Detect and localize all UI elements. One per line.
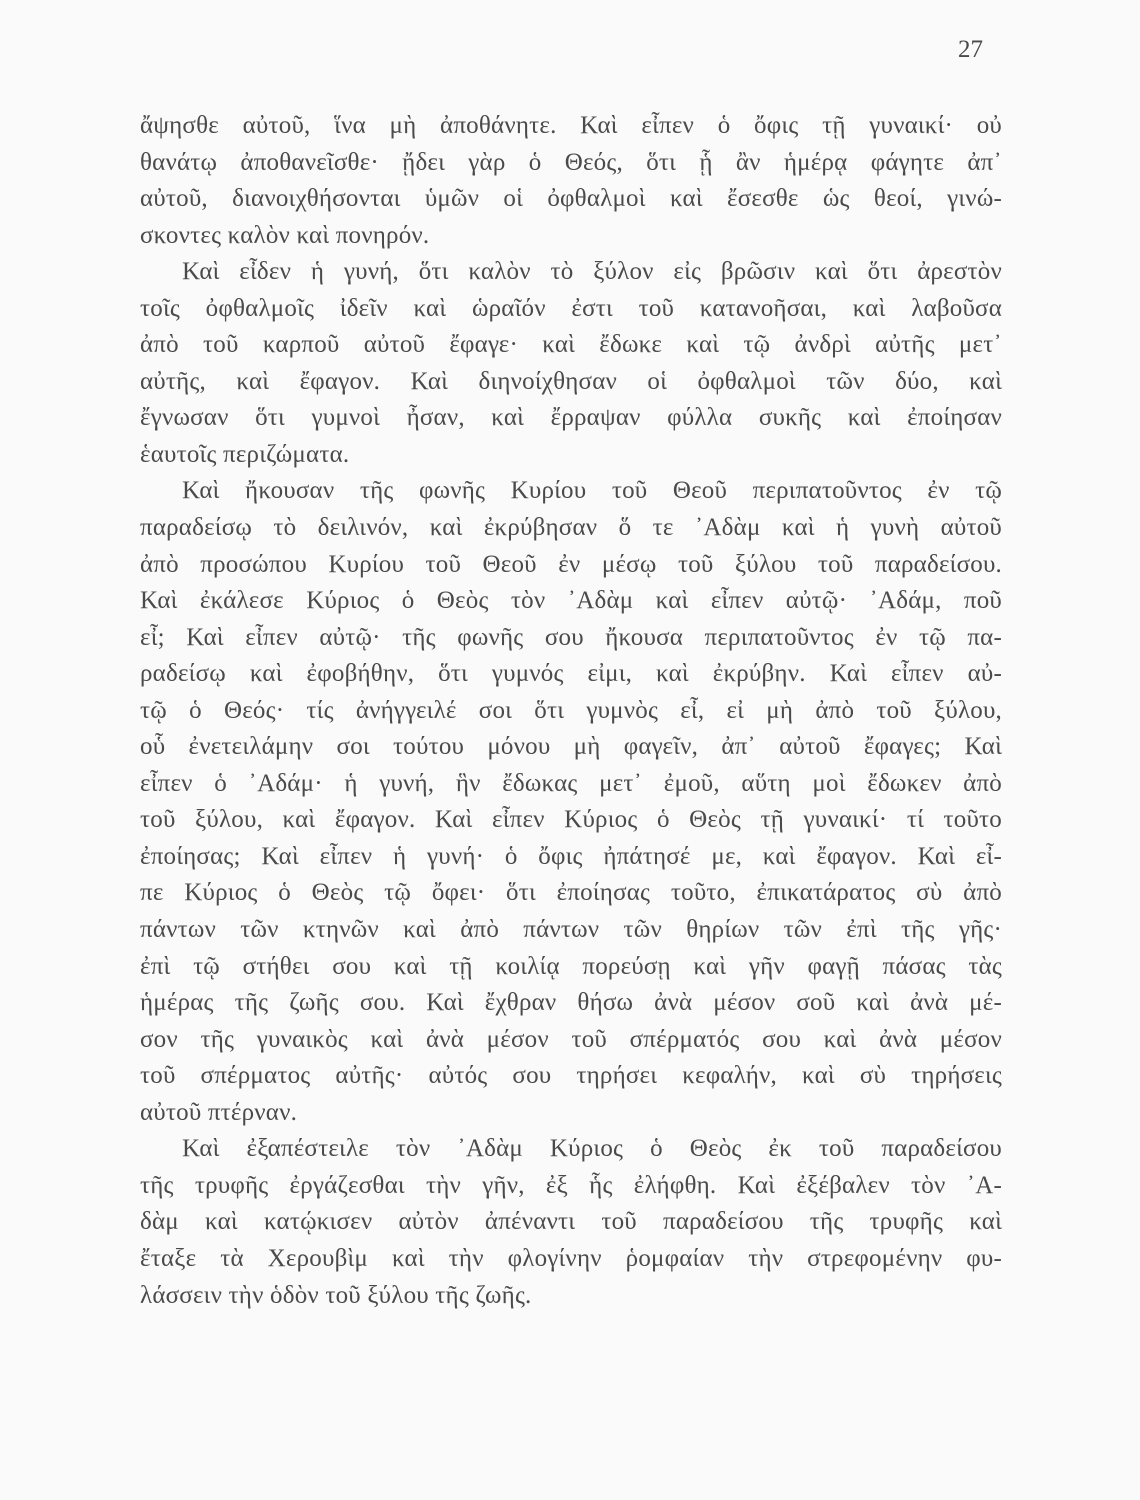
text-line: εἶπεν ὁ ᾿Αδάμ· ἡ γυνή, ἣν ἔδωκας μετ᾽ ἐμοῦ, αὕτη μοὶ ἔδωκεν ἀπὸ <box>140 769 1002 797</box>
text-line: ἔγνωσαν ὅτι γυμνοὶ ἦσαν, καὶ ἔρραψαν φύλλα συκῆς καὶ ἐποίησαν <box>140 404 1002 432</box>
text-line: τῆς τρυφῆς ἐργάζεσθαι τὴν γῆν, ἐξ ἧς ἐλήφθη. Καὶ ἐξέβαλεν τὸν ᾿Α- <box>140 1171 1002 1199</box>
text-line: σον τῆς γυναικὸς καὶ ἀνὰ μέσον τοῦ σπέρματός σου καὶ ἀνὰ μέσον <box>140 1025 1002 1053</box>
text-line: λάσσειν τὴν ὁδὸν τοῦ ξύλου τῆς ζωῆς. <box>140 1281 532 1309</box>
text-line: δὰμ καὶ κατῴκισεν αὐτὸν ἀπέναντι τοῦ παραδείσου τῆς τρυφῆς καὶ <box>140 1208 1002 1236</box>
paragraph <box>140 1131 1002 1314</box>
text-line: ἐποίησας; Καὶ εἶπεν ἡ γυνή· ὁ ὄφις ἠπάτησέ με, καὶ ἔφαγον. Καὶ εἶ- <box>140 842 1002 870</box>
text-line: ἀπὸ προσώπου Κυρίου τοῦ Θεοῦ ἐν μέσῳ τοῦ ξύλου τοῦ παραδείσου. <box>140 550 1002 578</box>
text-line: τοῖς ὀφθαλμοῖς ἰδεῖν καὶ ὡραῖόν ἐστι τοῦ κατανοῆσαι, καὶ λαβοῦσα <box>140 294 1002 322</box>
body-text <box>140 108 1002 1314</box>
text-line: παραδείσῳ τὸ δειλινόν, καὶ ἐκρύβησαν ὅ τε ᾿Αδὰμ καὶ ἡ γυνὴ αὐτοῦ <box>140 514 1002 542</box>
page-number: 27 <box>958 36 983 63</box>
text-line: ραδείσῳ καὶ ἐφοβήθην, ὅτι γυμνός εἰμι, καὶ ἐκρύβην. Καὶ εἶπεν αὐ- <box>140 660 1002 688</box>
text-line: πάντων τῶν κτηνῶν καὶ ἀπὸ πάντων τῶν θηρίων τῶν ἐπὶ τῆς γῆς· <box>140 916 1002 944</box>
text-line: ἀπὸ τοῦ καρποῦ αὐτοῦ ἔφαγε· καὶ ἔδωκε καὶ τῷ ἀνδρὶ αὐτῆς μετ᾽ <box>140 331 1002 359</box>
text-line: Καὶ ἤκουσαν τῆς φωνῆς Κυρίου τοῦ Θεοῦ περιπατοῦντος ἐν τῷ <box>182 477 1002 505</box>
text-line: θανάτῳ ἀποθανεῖσθε· ᾔδει γὰρ ὁ Θεός, ὅτι ᾗ ἂν ἡμέρᾳ φάγητε ἀπ᾽ <box>140 148 1002 176</box>
text-line: αὐτῆς, καὶ ἔφαγον. Καὶ διηνοίχθησαν οἱ ὀφθαλμοὶ τῶν δύο, καὶ <box>140 367 1002 395</box>
paragraph <box>140 473 1002 1131</box>
text-line: σκοντες καλὸν καὶ πονηρόν. <box>140 221 430 249</box>
paragraph <box>140 108 1002 254</box>
text-line: τοῦ σπέρματος αὐτῆς· αὐτός σου τηρήσει κεφαλήν, καὶ σὺ τηρήσεις <box>140 1062 1002 1090</box>
text-line: ἐπὶ τῷ στήθει σου καὶ τῇ κοιλίᾳ πορεύσῃ καὶ γῆν φαγῇ πάσας τὰς <box>140 952 1002 980</box>
text-line: αὐτοῦ πτέρναν. <box>140 1098 298 1126</box>
text-line: ἑαυτοῖς περιζώματα. <box>140 440 350 468</box>
text-line: τοῦ ξύλου, καὶ ἔφαγον. Καὶ εἶπεν Κύριος ὁ Θεὸς τῇ γυναικί· τί τοῦτο <box>140 806 1002 834</box>
text-line: αὐτοῦ, διανοιχθήσονται ὑμῶν οἱ ὀφθαλμοὶ καὶ ἔσεσθε ὡς θεοί, γινώ- <box>140 185 1002 213</box>
text-line: οὗ ἐνετειλάμην σοι τούτου μόνου μὴ φαγεῖν, ἀπ᾽ αὐτοῦ ἔφαγες; Καὶ <box>140 733 1002 761</box>
text-line: εἶ; Καὶ εἶπεν αὐτῷ· τῆς φωνῆς σου ἤκουσα περιπατοῦντος ἐν τῷ πα- <box>140 623 1002 651</box>
text-line: τῷ ὁ Θεός· τίς ἀνήγγειλέ σοι ὅτι γυμνὸς εἶ, εἰ μὴ ἀπὸ τοῦ ξύλου, <box>140 696 1002 724</box>
text-line: ἡμέρας τῆς ζωῆς σου. Καὶ ἔχθραν θήσω ἀνὰ μέσον σοῦ καὶ ἀνὰ μέ- <box>140 989 1002 1017</box>
paragraph <box>140 254 1002 473</box>
text-line: πε Κύριος ὁ Θεὸς τῷ ὄφει· ὅτι ἐποίησας τοῦτο, ἐπικατάρατος σὺ ἀπὸ <box>140 879 1002 907</box>
text-line: Καὶ εἶδεν ἡ γυνή, ὅτι καλὸν τὸ ξύλον εἰς βρῶσιν καὶ ὅτι ἀρεστὸν <box>182 258 1002 286</box>
text-line: Καὶ ἐξαπέστειλε τὸν ᾿Αδὰμ Κύριος ὁ Θεὸς ἐκ τοῦ παραδείσου <box>182 1135 1002 1163</box>
text-line: ἄψησθε αὐτοῦ, ἵνα μὴ ἀποθάνητε. Καὶ εἶπεν ὁ ὄφις τῇ γυναικί· οὐ <box>140 112 1002 139</box>
text-line: ἔταξε τὰ Χερουβὶμ καὶ τὴν φλογίνην ῥομφαίαν τὴν στρεφομένην φυ- <box>140 1244 1002 1272</box>
text-line: Καὶ ἐκάλεσε Κύριος ὁ Θεὸς τὸν ᾿Αδὰμ καὶ εἶπεν αὐτῷ· ᾿Αδάμ, ποῦ <box>140 587 1002 615</box>
